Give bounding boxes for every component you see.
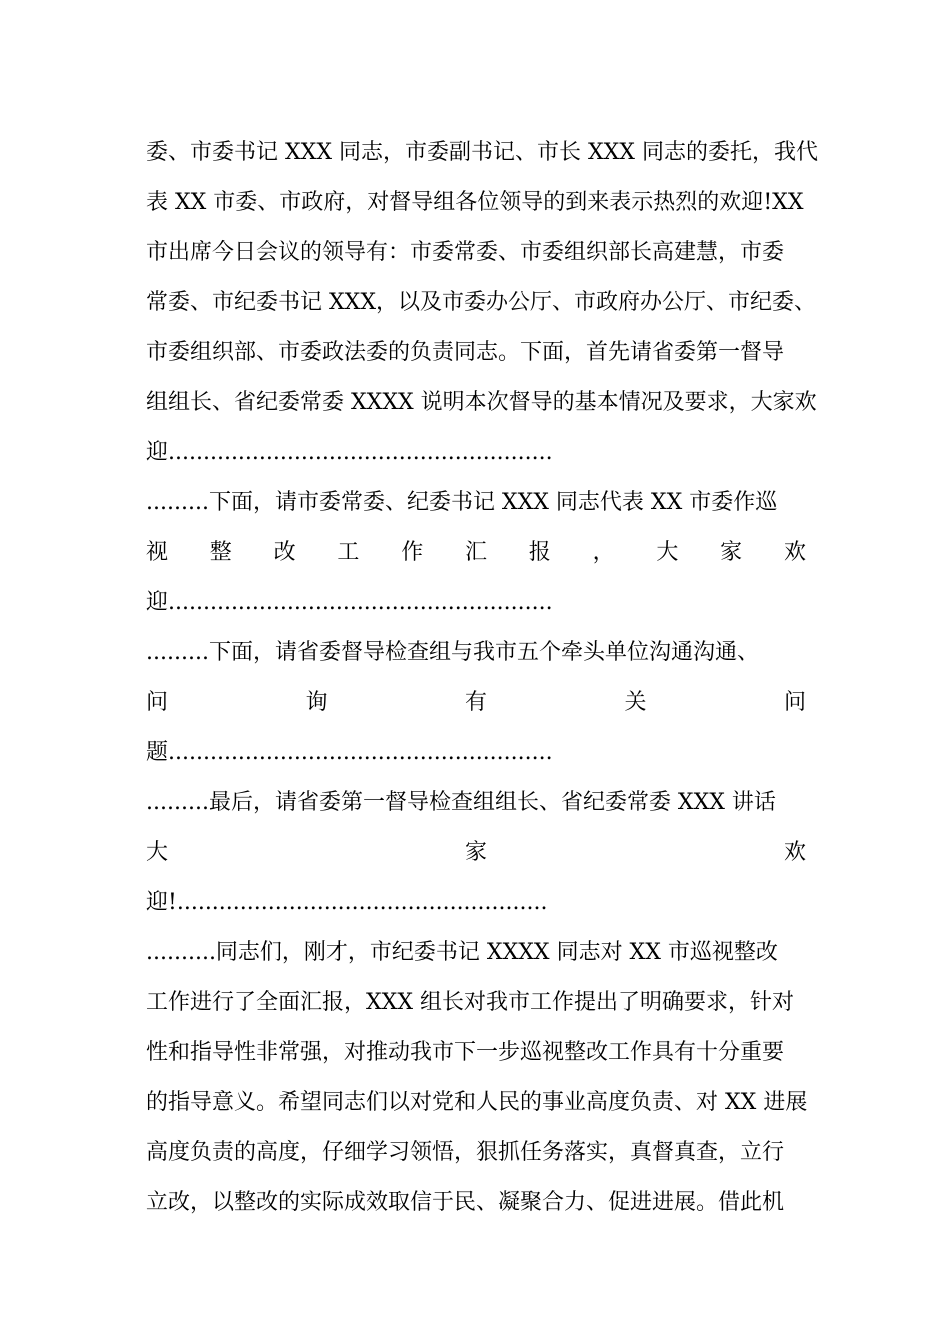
text-char: 改 bbox=[273, 540, 296, 565]
text-char: 报 bbox=[528, 540, 551, 565]
text-line: .........下面，请省委督导检查组与我市五个牵头单位沟通沟通、 bbox=[146, 640, 759, 665]
text-char: 家 bbox=[464, 840, 487, 865]
text-char: 作 bbox=[401, 540, 424, 565]
text-line: 迎....................................................... bbox=[146, 590, 553, 615]
text-char: 大 bbox=[146, 840, 169, 865]
text-char: 工 bbox=[337, 540, 360, 565]
text-line: 市委组织部、市委政法委的负责同志。下面，首先请省委第一督导 bbox=[146, 340, 785, 365]
text-char: 欢 bbox=[783, 540, 806, 565]
text-line-justified bbox=[146, 828, 806, 878]
text-line: 立改，以整改的实际成效取信于民、凝聚合力、促进进展。借此机 bbox=[146, 1190, 785, 1215]
text-line-justified bbox=[146, 528, 806, 578]
text-line: .........最后，请省委第一督导检查组组长、省纪委常委 XXX 讲话 bbox=[146, 790, 776, 815]
text-char: 汇 bbox=[464, 540, 487, 565]
text-line: 市出席今日会议的领导有：市委常委、市委组织部长高建慧，市委 bbox=[146, 240, 785, 265]
text-line: 表 XX 市委、市政府，对督导组各位领导的到来表示热烈的欢迎!XX bbox=[146, 190, 804, 215]
text-line: 组组长、省纪委常委 XXXX 说明本次督导的基本情况及要求，大家欢 bbox=[146, 390, 817, 415]
text-line: 迎!..................................................... bbox=[146, 890, 548, 915]
text-line: ..........同志们，刚才，市纪委书记 XXXX 同志对 XX 市巡视整改 bbox=[146, 940, 778, 965]
text-char: 大 bbox=[656, 540, 679, 565]
text-char: 问 bbox=[146, 690, 169, 715]
text-char: 整 bbox=[209, 540, 232, 565]
text-char: 视 bbox=[146, 540, 169, 565]
body-text bbox=[146, 128, 818, 1228]
text-line-justified bbox=[146, 678, 806, 728]
text-line: 工作进行了全面汇报，XXX 组长对我市工作提出了明确要求，针对 bbox=[146, 990, 794, 1015]
text-char: 有 bbox=[464, 690, 487, 715]
text-line: 的指导意义。希望同志们以对党和人民的事业高度负责、对 XX 进展 bbox=[146, 1090, 808, 1115]
text-line: 性和指导性非常强，对推动我市下一步巡视整改工作具有十分重要 bbox=[146, 1040, 785, 1065]
text-char: 欢 bbox=[783, 840, 806, 865]
text-char: 询 bbox=[305, 690, 328, 715]
text-char: 问 bbox=[783, 690, 806, 715]
text-line: 高度负责的高度，仔细学习领悟，狠抓任务落实，真督真查，立行 bbox=[146, 1140, 785, 1165]
text-char: 家 bbox=[720, 540, 743, 565]
text-line: 迎....................................................... bbox=[146, 440, 553, 465]
text-line: 常委、市纪委书记 XXX，以及市委办公厅、市政府办公厅、市纪委、 bbox=[146, 290, 816, 315]
text-line: 题....................................................... bbox=[146, 740, 553, 765]
text-char: ， bbox=[592, 540, 615, 565]
text-char: 关 bbox=[624, 690, 647, 715]
text-line: .........下面，请市委常委、纪委书记 XXX 同志代表 XX 市委作巡 bbox=[146, 490, 778, 515]
text-line: 委、市委书记 XXX 同志，市委副书记、市长 XXX 同志的委托，我代 bbox=[146, 140, 818, 165]
